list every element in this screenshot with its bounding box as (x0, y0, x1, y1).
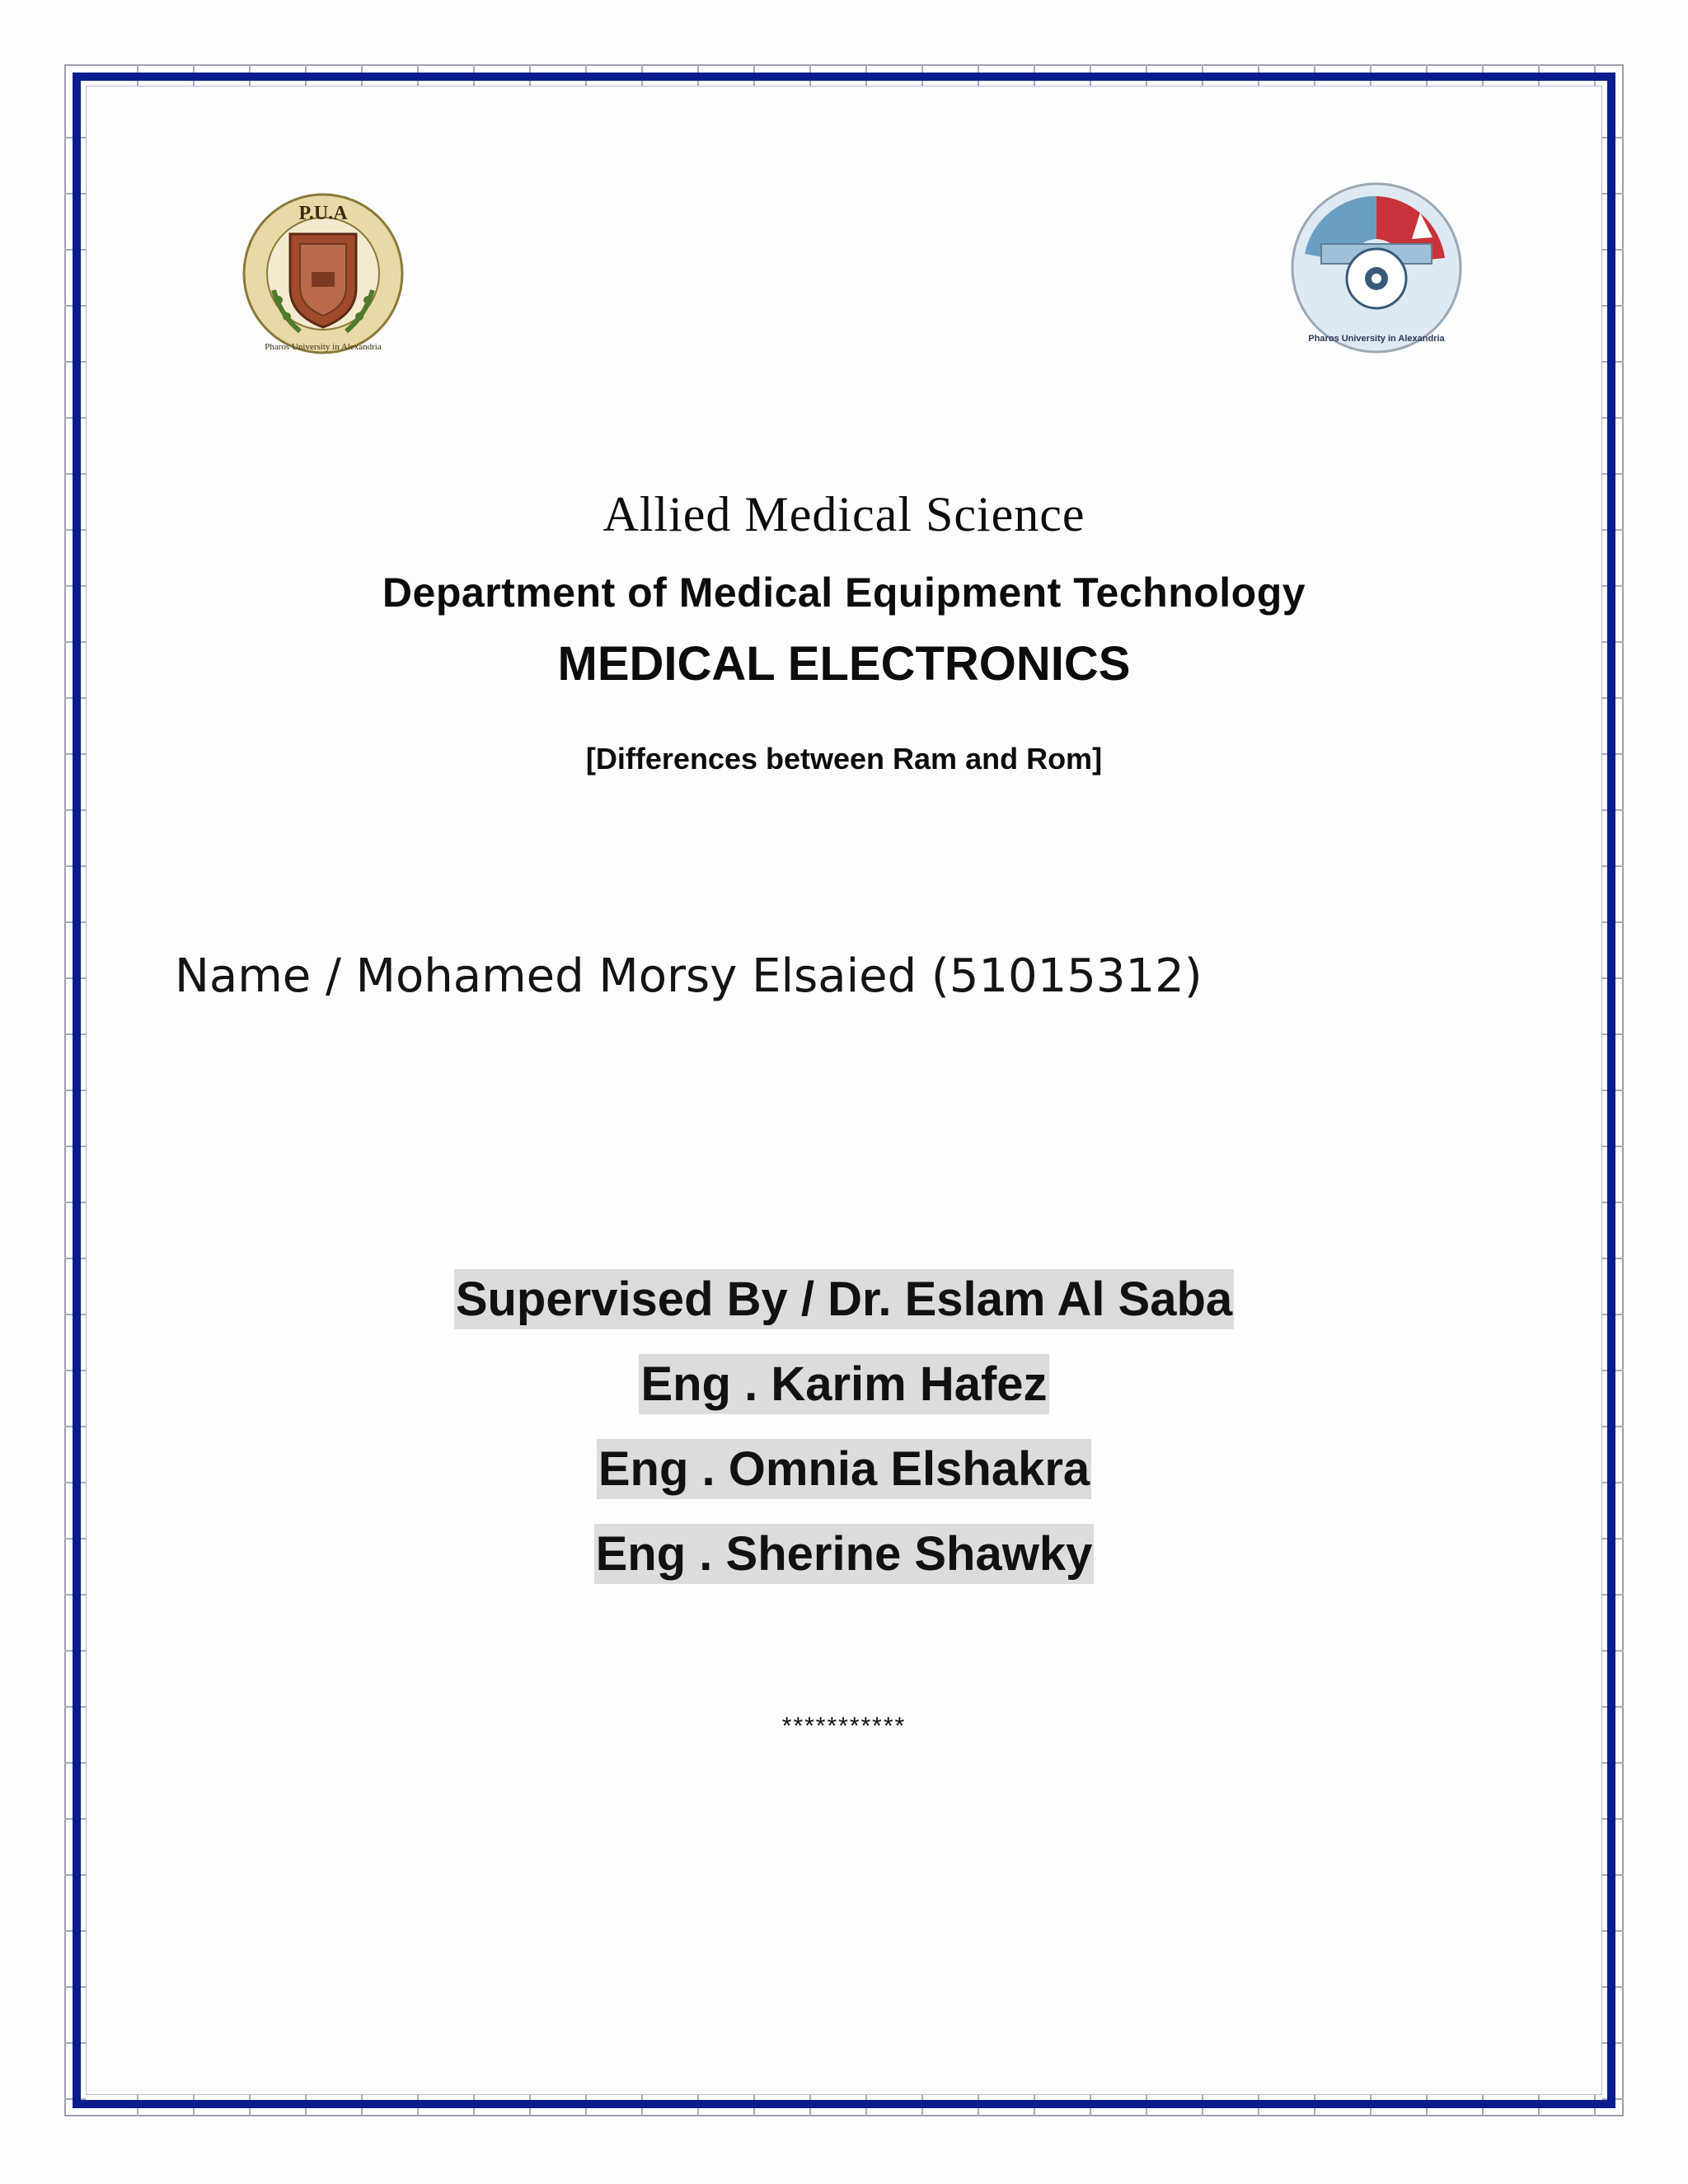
supervisor-name: Eng . Omnia Elshakra (597, 1439, 1091, 1499)
supervisor-name: Supervised By / Dr. Eslam Al Saba (454, 1269, 1234, 1329)
seal-letters: P.U.A (298, 203, 348, 224)
university-logo (241, 191, 406, 356)
supervisor-line (0, 1269, 1688, 1330)
supervisor-name: Eng . Sherine Shawky (594, 1524, 1095, 1584)
faculty-seal-icon (1288, 180, 1465, 357)
seal-caption: Pharos University in Alexandria (265, 342, 382, 352)
subject-title: [Differences between Ram and Rom] (585, 742, 1103, 776)
supervisor-line (0, 1524, 1688, 1585)
supervisor-line (0, 1354, 1688, 1415)
faculty-title: Allied Medical Science (603, 487, 1085, 541)
page-inner-frame (86, 86, 1602, 2095)
student-name: Name / Mohamed Morsy Elsaied (51015312) (175, 949, 1203, 1003)
supervisor-name: Eng . Karim Hafez (639, 1354, 1048, 1414)
course-title: MEDICAL ELECTRONICS (557, 637, 1131, 691)
department-title: Department of Medical Equipment Technology (382, 569, 1306, 616)
faculty-seal-caption: Pharos University in Alexandria (1308, 334, 1445, 344)
university-seal-icon (241, 191, 406, 356)
faculty-logo (1288, 180, 1465, 357)
end-mark: *********** (781, 1713, 907, 1740)
supervisor-line (0, 1439, 1688, 1500)
